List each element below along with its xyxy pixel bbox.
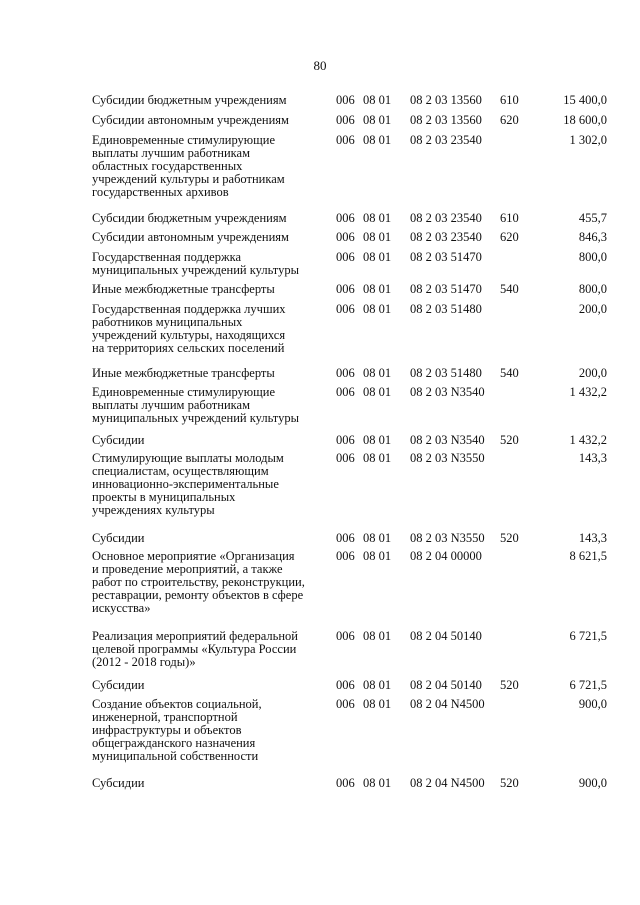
row-ministry-code: 006 xyxy=(336,133,355,147)
row-section-code: 08 01 xyxy=(363,113,392,127)
row-ministry-code: 006 xyxy=(336,250,355,264)
row-ministry-code: 006 xyxy=(336,531,355,545)
row-expense-type: 540 xyxy=(500,366,519,380)
row-section-code: 08 01 xyxy=(363,629,392,643)
row-name: Субсидии автономным учреждениям xyxy=(92,230,289,244)
row-section-code: 08 01 xyxy=(363,93,392,107)
row-amount: 800,0 xyxy=(578,282,607,296)
row-program-code: 08 2 03 N3540 xyxy=(410,433,485,447)
row-program-code: 08 2 03 N3540 xyxy=(410,385,485,399)
row-amount: 15 400,0 xyxy=(563,93,607,107)
row-expense-type: 540 xyxy=(500,282,519,296)
row-program-code: 08 2 03 51480 xyxy=(410,366,482,380)
row-section-code: 08 01 xyxy=(363,451,392,465)
row-section-code: 08 01 xyxy=(363,282,392,296)
row-amount: 455,7 xyxy=(578,211,607,225)
row-program-code: 08 2 03 13560 xyxy=(410,113,482,127)
row-ministry-code: 006 xyxy=(336,93,355,107)
row-name: Стимулирующие выплаты молодым специалистам, осуществляющим инновационно-экспериментальные проекты в муниципальных учреждениях культуры xyxy=(92,451,284,517)
row-name: Субсидии автономным учреждениям xyxy=(92,113,289,127)
row-ministry-code: 006 xyxy=(336,549,355,563)
row-section-code: 08 01 xyxy=(363,549,392,563)
row-amount: 1 302,0 xyxy=(569,133,607,147)
row-amount: 846,3 xyxy=(578,230,607,244)
row-section-code: 08 01 xyxy=(363,230,392,244)
row-section-code: 08 01 xyxy=(363,302,392,316)
row-program-code: 08 2 04 N4500 xyxy=(410,776,485,790)
row-amount: 1 432,2 xyxy=(569,433,607,447)
row-amount: 900,0 xyxy=(578,776,607,790)
row-amount: 143,3 xyxy=(578,531,607,545)
row-expense-type: 520 xyxy=(500,433,519,447)
page-number: 80 xyxy=(313,58,327,73)
row-section-code: 08 01 xyxy=(363,697,392,711)
row-program-code: 08 2 03 23540 xyxy=(410,133,482,147)
row-section-code: 08 01 xyxy=(363,776,392,790)
row-ministry-code: 006 xyxy=(336,366,355,380)
row-ministry-code: 006 xyxy=(336,113,355,127)
row-name: Единовременные стимулирующие выплаты лучшим работникам муниципальных учреждений культуры xyxy=(92,385,299,425)
row-section-code: 08 01 xyxy=(363,250,392,264)
row-section-code: 08 01 xyxy=(363,211,392,225)
row-program-code: 08 2 03 51470 xyxy=(410,282,482,296)
row-name: Субсидии бюджетным учреждениям xyxy=(92,93,287,107)
row-section-code: 08 01 xyxy=(363,531,392,545)
row-section-code: 08 01 xyxy=(363,385,392,399)
row-amount: 18 600,0 xyxy=(563,113,607,127)
row-amount: 6 721,5 xyxy=(569,678,607,692)
row-program-code: 08 2 04 00000 xyxy=(410,549,482,563)
row-ministry-code: 006 xyxy=(336,433,355,447)
row-ministry-code: 006 xyxy=(336,678,355,692)
row-name: Субсидии xyxy=(92,776,145,790)
row-amount: 6 721,5 xyxy=(569,629,607,643)
row-ministry-code: 006 xyxy=(336,302,355,316)
row-name: Иные межбюджетные трансферты xyxy=(92,282,275,296)
row-amount: 8 621,5 xyxy=(569,549,607,563)
row-amount: 200,0 xyxy=(578,302,607,316)
row-section-code: 08 01 xyxy=(363,366,392,380)
row-ministry-code: 006 xyxy=(336,451,355,465)
row-name: Государственная поддержка муниципальных учреждений культуры xyxy=(92,250,299,277)
row-amount: 800,0 xyxy=(578,250,607,264)
row-expense-type: 620 xyxy=(500,230,519,244)
row-name: Субсидии xyxy=(92,433,145,447)
row-program-code: 08 2 03 51470 xyxy=(410,250,482,264)
row-section-code: 08 01 xyxy=(363,678,392,692)
row-program-code: 08 2 04 50140 xyxy=(410,678,482,692)
row-section-code: 08 01 xyxy=(363,433,392,447)
row-program-code: 08 2 03 13560 xyxy=(410,93,482,107)
row-program-code: 08 2 04 50140 xyxy=(410,629,482,643)
row-program-code: 08 2 03 23540 xyxy=(410,211,482,225)
row-name: Субсидии бюджетным учреждениям xyxy=(92,211,287,225)
row-ministry-code: 006 xyxy=(336,230,355,244)
row-expense-type: 520 xyxy=(500,776,519,790)
row-expense-type: 520 xyxy=(500,531,519,545)
row-program-code: 08 2 03 N3550 xyxy=(410,451,485,465)
row-program-code: 08 2 03 51480 xyxy=(410,302,482,316)
row-name: Государственная поддержка лучших работников муниципальных учреждений культуры, находящихся на территориях сельских поселений xyxy=(92,302,286,355)
row-amount: 200,0 xyxy=(578,366,607,380)
row-expense-type: 610 xyxy=(500,211,519,225)
row-program-code: 08 2 03 N3550 xyxy=(410,531,485,545)
row-name: Создание объектов социальной, инженерной, транспортной инфраструктуры и объектов общегражданского назначения муниципальной собственности xyxy=(92,697,262,763)
row-program-code: 08 2 03 23540 xyxy=(410,230,482,244)
row-section-code: 08 01 xyxy=(363,133,392,147)
row-program-code: 08 2 04 N4500 xyxy=(410,697,485,711)
row-ministry-code: 006 xyxy=(336,211,355,225)
row-name: Основное мероприятие «Организация и проведение мероприятий, а также работ по строительству, реконструкции, реставрации, ремонту объектов в сфере искусства» xyxy=(92,549,305,615)
row-ministry-code: 006 xyxy=(336,385,355,399)
row-ministry-code: 006 xyxy=(336,282,355,296)
row-expense-type: 620 xyxy=(500,113,519,127)
row-name: Субсидии xyxy=(92,678,145,692)
row-name: Субсидии xyxy=(92,531,145,545)
row-amount: 900,0 xyxy=(578,697,607,711)
row-name: Реализация мероприятий федеральной целевой программы «Культура России (2012 - 2018 годы)» xyxy=(92,629,298,669)
row-ministry-code: 006 xyxy=(336,776,355,790)
row-expense-type: 520 xyxy=(500,678,519,692)
row-ministry-code: 006 xyxy=(336,629,355,643)
row-name: Иные межбюджетные трансферты xyxy=(92,366,275,380)
row-expense-type: 610 xyxy=(500,93,519,107)
row-name: Единовременные стимулирующие выплаты лучшим работникам областных государственных учреждений культуры и работникам государственных архивов xyxy=(92,133,285,199)
row-amount: 1 432,2 xyxy=(569,385,607,399)
row-amount: 143,3 xyxy=(578,451,607,465)
row-ministry-code: 006 xyxy=(336,697,355,711)
